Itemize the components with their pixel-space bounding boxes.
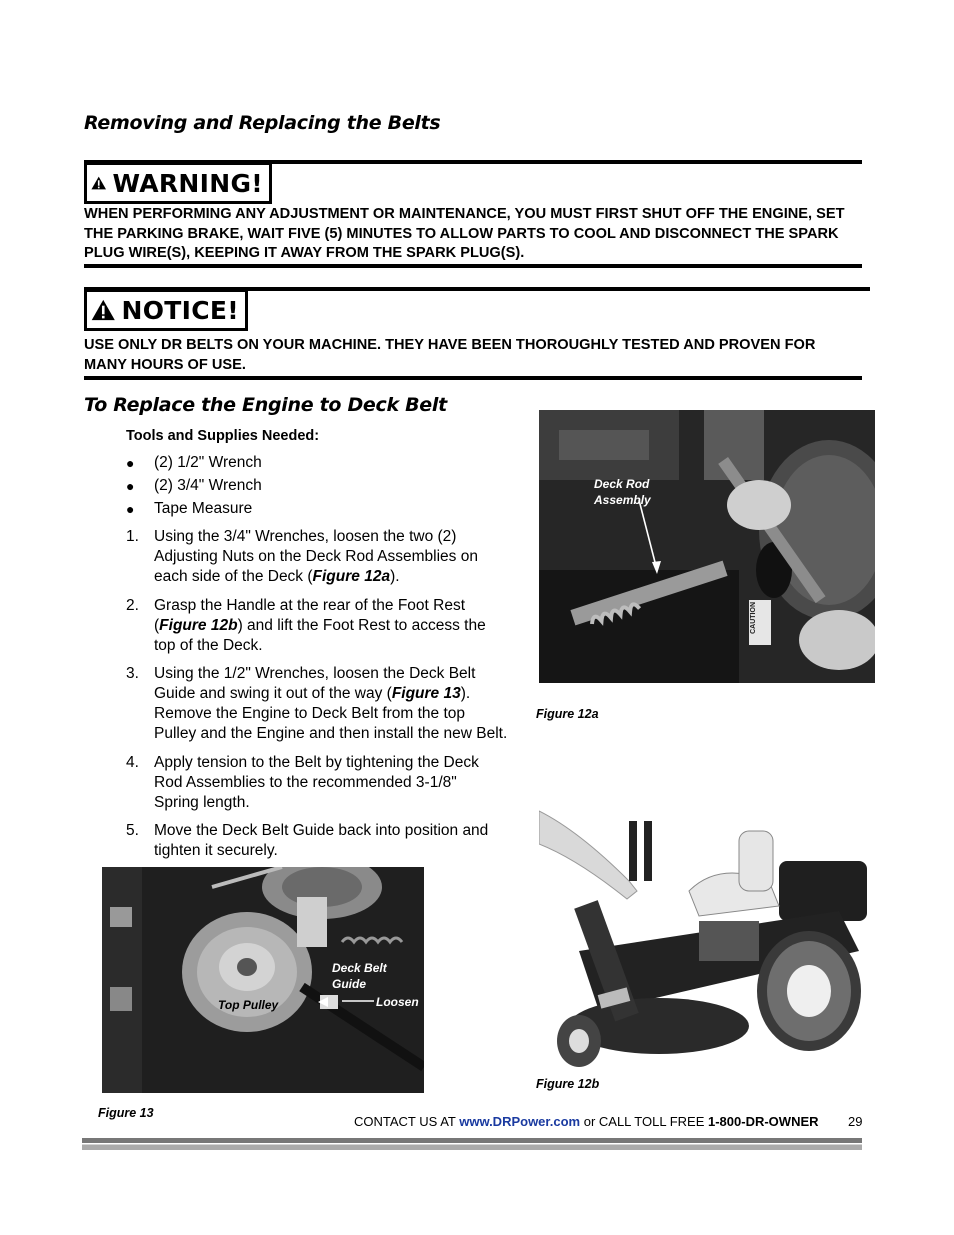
figure-12a-caption: Figure 12a (536, 707, 599, 721)
warning-triangle-icon (91, 168, 106, 198)
notice-bottom-rule (84, 376, 862, 380)
warning-badge (84, 162, 272, 204)
caution-sticker: CAUTION (750, 602, 757, 634)
warning-bottom-rule (84, 264, 862, 268)
page-number: 29 (848, 1114, 863, 1129)
deck-belt-guide-label: Deck Belt Guide (332, 961, 387, 991)
tools-title: Tools and Supplies Needed: (126, 428, 320, 444)
footer-contact: CONTACT US AT www.DRPower.com or CALL TOLL FREE 1-800-DR-OWNER (354, 1114, 819, 1129)
warning-label: WARNING! (112, 168, 263, 198)
list-item: ● (2) 3/4" Wrench (126, 476, 262, 494)
tools-list (126, 451, 262, 520)
warning-text: WHEN PERFORMING ANY ADJUSTMENT OR MAINTENANCE, YOU MUST FIRST SHUT OFF THE ENGINE, SET THE PARKING BRAKE, WAIT FIVE (5) MINUTES TO ALLOW PARTS TO COOL AND DISCONNECT THE SPARK PLUG WIRE(S), KEEPING IT AWAY FROM THE SPARK PLUG(S). (84, 206, 845, 261)
deck-rod-label: Deck Rod Assembly (594, 477, 651, 507)
figure-13-caption: Figure 13 (98, 1106, 154, 1120)
notice-badge (84, 289, 248, 331)
step-3: 3. Using the 1/2" Wrenches, loosen the Deck Belt Guide and swing it out of the way (Figure 13). Remove the Engine to Deck Belt from the top Pulley and the Engine and then install the new Belt. (126, 665, 508, 742)
figure-reference: Figure 13 (391, 685, 461, 702)
list-item: ● Tape Measure (126, 499, 253, 517)
deck-rod-illustration (539, 410, 875, 683)
figure-12b-photo (539, 801, 869, 1071)
step-5: 5. Move the Deck Belt Guide back into position and tighten it securely. (126, 822, 489, 859)
notice-label: NOTICE! (121, 295, 239, 325)
website-link[interactable]: www.DRPower.com (459, 1114, 581, 1129)
step-4: 4. Apply tension to the Belt by tightening the Deck Rod Assemblies to the recommended 3-1/8" Spring length. (126, 754, 479, 811)
mower-illustration (539, 801, 869, 1071)
figure-13-photo (102, 867, 424, 1093)
list-item: ● (2) 1/2" Wrench (126, 453, 262, 471)
top-pulley-label: Top Pulley (218, 998, 279, 1012)
phone-number: 1-800-DR-OWNER (708, 1114, 819, 1129)
figure-12b-caption: Figure 12b (536, 1077, 600, 1091)
section-title: Removing and Replacing the Belts (84, 112, 441, 134)
figure-reference: Figure 12b (159, 617, 238, 634)
step-2: 2. Grasp the Handle at the rear of the Foot Rest (Figure 12b) and lift the Foot Rest to access the top of the Deck. (126, 597, 486, 654)
step-1: 1. Using the 3/4" Wrenches, loosen the two (2) Adjusting Nuts on the Deck Rod Assemblies on each side of the Deck (Figure 12a). (126, 528, 478, 585)
footer-bar (82, 1138, 862, 1150)
figure-12a-photo (539, 410, 875, 683)
subsection-title: To Replace the Engine to Deck Belt (84, 394, 447, 416)
notice-text: USE ONLY DR BELTS ON YOUR MACHINE. THEY HAVE BEEN THOROUGHLY TESTED AND PROVEN FOR MANY HOURS OF USE. (84, 337, 816, 373)
notice-triangle-icon (91, 295, 116, 325)
loosen-label: Loosen (376, 995, 419, 1009)
figure-reference: Figure 12a (312, 568, 391, 585)
